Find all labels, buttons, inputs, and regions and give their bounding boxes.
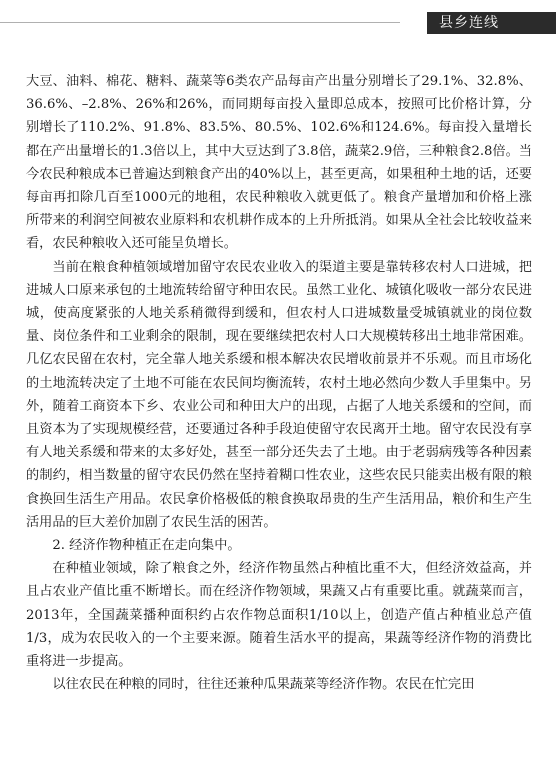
header-rule [0, 22, 400, 23]
section-tag: 县乡连线 [427, 12, 556, 34]
section-heading: 2. 经济作物种植正在走向集中。 [52, 538, 241, 554]
paragraph: 当前在粮食种植领域增加留守农民农业收入的渠道主要是靠转移农村人口进城，把进城人口原来承包的土地流转给留守种田农民。虽然工业化、城镇化吸收一部分农民进城，使高度紧张的人地关系稍微得到缓和，但农村人口进城数量受城镇就业的岗位数量、岗位条件和工业剩余的限制，现在要继续把农村人口大规模转移出土地非常困难。几亿农民留在农村，完全靠人地关系缓和根本解决农民增收前景并不乐观。而且市场化的土地流转决定了土地不可能在农民间均衡流转，农村土地必然向少数人手里集中。另外，随着工商资本下乡、农业公司和种田大户的出现，占据了人地关系缓和的空间，而且资本为了实现规模经营，还要通过各种手段迫使留守农民离开土地。留守农民没有享有人地关系缓和带来的太多好处，甚至一部分还失去了土地。由于老弱病残等各种因素的制约，相当数量的留守农民仍然在坚持着糊口性农业，这些农民只能卖出极有限的粮食换回生活生产用品。农民拿价格极低的粮食换取昂贵的生产生活用品，粮价和生产生活用品的巨大差价加剧了农民生活的困苦。 [26, 259, 532, 530]
paragraph: 大豆、油料、棉花、糖料、蔬菜等6类农产品每亩产出量分别增长了29.1%、32.8%、36.6%、–2.8%、26%和26%，而同期每亩投入量即总成本，按照可比价格计算，分别增长了110.2%、91.8%、83.5%、80.5%、102.6%和124.6%。每亩投入量增长都在产出量增长的1.3倍以上，其中大豆达到了3.8倍，蔬菜2.9倍，三种粮食2.8倍。当今农民种粮成本已普遍达到粮食产出的40%以上，甚至更高，如果租种土地的话，还要每亩再扣除几百至1000元的地租，农民种粮收入就更低了。粮食产量增加和价格上涨所带来的利润空间被农业原料和农机耕作成本的上升所抵消。如果从全社会比较收益来看，农民种粮收入还可能呈负增长。 [26, 74, 532, 252]
running-header [0, 12, 556, 34]
article-body [26, 70, 532, 696]
paragraph: 在种植业领域，除了粮食之外，经济作物虽然占种植比重不大，但经济效益高，并且占农业产值比重不断增长。而在经济作物领域，果蔬又占有重要比重。就蔬菜而言，2013年，全国蔬菜播种面积约占农作物总面积1/10以上，创造产值占种植业总产值1/3，成为农民收入的一个主要来源。随着生活水平的提高，果蔬等经济作物的消费比重将进一步提高。 [26, 561, 532, 670]
paragraph: 以往农民在种粮的同时，往往还兼种瓜果蔬菜等经济作物。农民在忙完田 [52, 677, 475, 693]
